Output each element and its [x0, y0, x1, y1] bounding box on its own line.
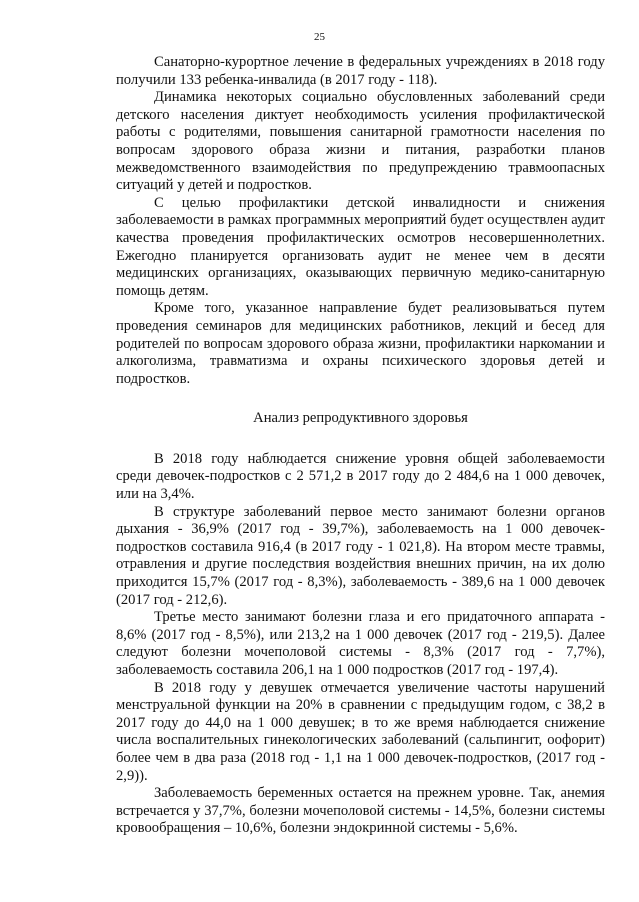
section-heading-reproductive-health: Анализ репродуктивного здоровья	[253, 410, 468, 427]
paragraph-third-place-diseases: Третье место занимают болезни глаза и его придаточного аппарата - 8,6% (2017 год - 8,5%), или 213,2 на 1 000 девочек (2017 год - 219,5). Далее следуют болезни мочеполовой системы - 8,3% (2017 год - 7,7%), заболеваемость составила 206,1 на 1 000 подростков (2017 год - 197,4).	[116, 609, 605, 678]
paragraph-disability-prevention: С целью профилактики детской инвалидности и снижения заболеваемости в рамках программных мероприятий будет осуществлен аудит качества проведения профилактических осмотров несовершеннолетних. Ежегодно планируется организовать аудит не менее чем в десяти медицинских организациях, оказывающих первичную медико-санитарную помощь детям.	[116, 194, 606, 299]
paragraph-menstrual-disorders: В 2018 году у девушек отмечается увеличение частоты нарушений менструальной функции на 20% в сравнении с предыдущим годом, с 38,2 в 2017 году до 44,0 на 1 000 девушек; в то же время наблюдается снижение числа воспалительных гинекологических заболеваний (сальпингит, оофорит) более чем в два раза (2018 год - 1,1 на 1 000 девочек-подростков, (2017 год - 2,9)).	[116, 679, 605, 784]
paragraph-pregnant-morbidity: Заболеваемость беременных остается на прежнем уровне. Так, анемия встречается у 37,7%, болезни мочеполовой системы - 14,5%, болезни системы кровообращения – 10,6%, болезни эндокринной системы - 5,6%.	[116, 785, 605, 837]
paragraph-disease-dynamics: Динамика некоторых социально обусловленных заболеваний среди детского населения диктует необходимость усиления профилактической работы с родителями, повышения санитарной грамотности населения по вопросам здорового образа жизни и питания, разработки планов межведомственного взаимодействия по предупреждению травмоопасных ситуаций у детей и подростков.	[116, 89, 605, 194]
page-number: 25	[314, 31, 325, 43]
page-body	[116, 54, 605, 838]
paragraph-overall-morbidity: В 2018 году наблюдается снижение уровня общей заболеваемости среди девочек-подростков с 2 571,2 в 2017 году до 2 484,6 на 1 000 девочек, или на 3,4%.	[116, 450, 605, 503]
paragraph-disease-structure: В структуре заболеваний первое место занимают болезни органов дыхания - 36,9% (2017 год - 39,7%), заболеваемость на 1 000 девочек-подростков составила 916,4 (в 2017 году - 1 021,8). На втором месте травмы, отравления и другие последствия воздействия внешних причин, на их долю приходится 15,7% (2017 год - 8,3%), заболеваемость - 389,6 на 1 000 девочек (2017 год - 212,6).	[116, 503, 605, 608]
paragraph-sanatorium-treatment: Санаторно-курортное лечение в федеральных учреждениях в 2018 году получили 133 ребенка-инвалида (в 2017 году - 118).	[116, 54, 605, 88]
paragraph-seminars: Кроме того, указанное направление будет реализовываться путем проведения семинаров для медицинских работников, лекций и бесед для родителей по вопросам здорового образа жизни, профилактики наркомании и алкоголизма, травматизма и охраны психического здоровья детей и подростков.	[116, 300, 605, 387]
